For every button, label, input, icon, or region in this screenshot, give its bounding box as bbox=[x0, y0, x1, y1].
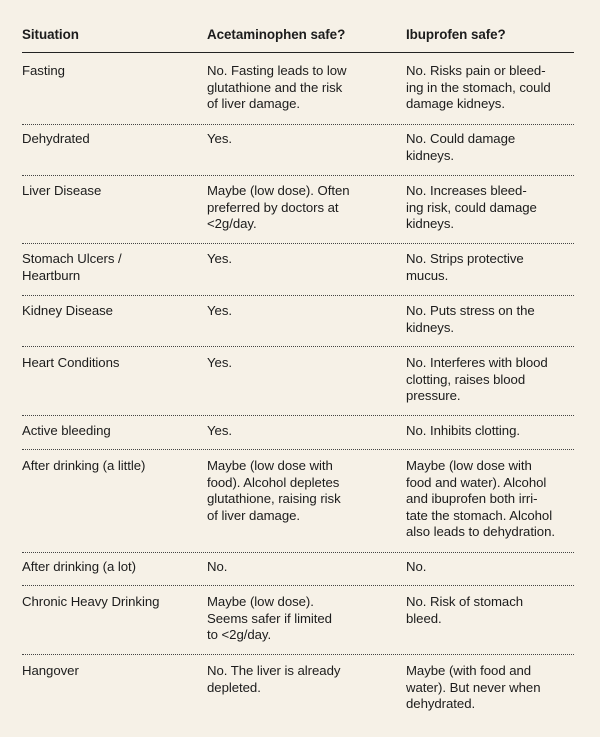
acetaminophen-cell: No. Fasting leads to low glutathione and the risk of liver damage. bbox=[207, 63, 347, 112]
ibuprofen-cell: No. Strips protective mucus. bbox=[406, 251, 524, 283]
situation-cell: After drinking (a lot) bbox=[22, 559, 136, 574]
ibuprofen-cell: Maybe (with food and water). But never when dehydrated. bbox=[406, 663, 541, 712]
ibuprofen-cell: No. Puts stress on the kidneys. bbox=[406, 303, 535, 335]
acetaminophen-cell: Yes. bbox=[207, 131, 232, 146]
row-divider bbox=[22, 415, 574, 416]
acetaminophen-cell: Maybe (low dose). Often preferred by doctors at <2g/day. bbox=[207, 183, 350, 232]
acetaminophen-cell: Yes. bbox=[207, 303, 232, 318]
row-divider bbox=[22, 243, 574, 244]
header-divider bbox=[22, 52, 574, 53]
situation-cell: Liver Disease bbox=[22, 183, 102, 198]
acetaminophen-cell: Yes. bbox=[207, 423, 232, 438]
situation-cell: Active bleeding bbox=[22, 423, 111, 438]
acetaminophen-cell: Yes. bbox=[207, 251, 232, 266]
row-divider bbox=[22, 295, 574, 296]
row-divider bbox=[22, 175, 574, 176]
situation-cell: Stomach Ulcers / Heartburn bbox=[22, 251, 122, 283]
header-ibuprofen: Ibuprofen safe? bbox=[406, 27, 506, 42]
acetaminophen-cell: No. bbox=[207, 559, 228, 574]
situation-cell: Chronic Heavy Drinking bbox=[22, 594, 160, 609]
ibuprofen-cell: Maybe (low dose with food and water). Alcohol and ibuprofen both irri- tate the stomach. Alcohol also leads to dehydration. bbox=[406, 458, 555, 540]
header-acetaminophen: Acetaminophen safe? bbox=[207, 27, 346, 42]
row-divider bbox=[22, 449, 574, 450]
row-divider bbox=[22, 124, 574, 125]
ibuprofen-cell: No. bbox=[406, 559, 427, 574]
ibuprofen-cell: No. Risk of stomach bleed. bbox=[406, 594, 524, 626]
row-divider bbox=[22, 585, 574, 586]
ibuprofen-cell: No. Inhibits clotting. bbox=[406, 423, 520, 438]
situation-cell: Kidney Disease bbox=[22, 303, 113, 318]
situation-cell: Hangover bbox=[22, 663, 79, 678]
acetaminophen-cell: Yes. bbox=[207, 355, 232, 370]
row-divider bbox=[22, 552, 574, 553]
situation-cell: Dehydrated bbox=[22, 131, 90, 146]
ibuprofen-cell: No. Risks pain or bleed- ing in the stomach, could damage kidneys. bbox=[406, 63, 551, 112]
row-divider bbox=[22, 654, 574, 655]
acetaminophen-cell: Maybe (low dose with food). Alcohol depletes glutathione, raising risk of liver damage. bbox=[207, 458, 341, 523]
ibuprofen-cell: No. Increases bleed- ing risk, could damage kidneys. bbox=[406, 183, 537, 232]
header-situation: Situation bbox=[22, 27, 79, 42]
acetaminophen-cell: No. The liver is already depleted. bbox=[207, 663, 341, 695]
situation-cell: Fasting bbox=[22, 63, 65, 78]
ibuprofen-cell: No. Interferes with blood clotting, raises blood pressure. bbox=[406, 355, 548, 404]
row-divider bbox=[22, 346, 574, 347]
acetaminophen-cell: Maybe (low dose). Seems safer if limited to <2g/day. bbox=[207, 594, 332, 643]
situation-cell: Heart Conditions bbox=[22, 355, 120, 370]
ibuprofen-cell: No. Could damage kidneys. bbox=[406, 131, 516, 163]
situation-cell: After drinking (a little) bbox=[22, 458, 146, 473]
